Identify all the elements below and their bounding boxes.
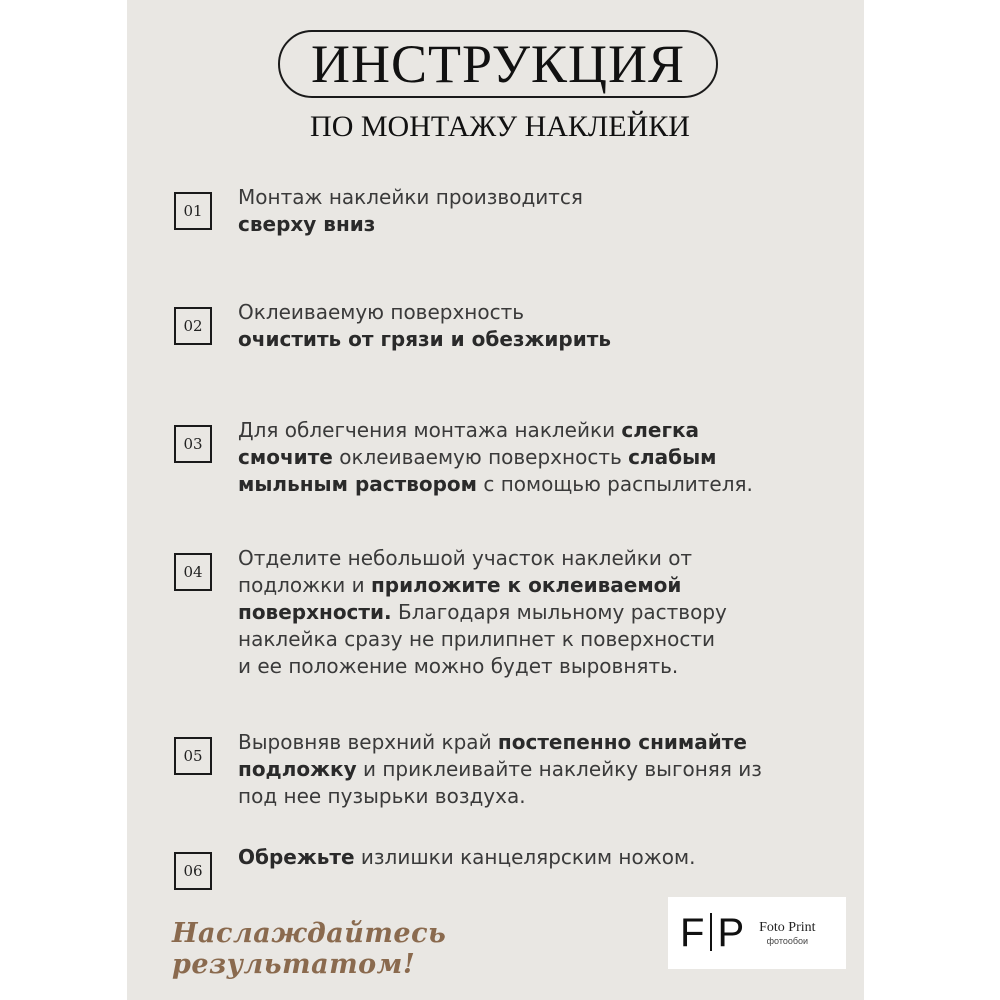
title-frame (278, 30, 718, 98)
step-emphasis: поверхности. (238, 600, 392, 624)
step-segment: и приклеивайте наклейку выгоняя из (356, 757, 762, 781)
page-subtitle: ПО МОНТАЖУ НАКЛЕЙКИ (310, 110, 690, 143)
logo-mark (680, 911, 745, 956)
step-line (238, 184, 828, 211)
step-number: 06 (174, 852, 212, 890)
step-emphasis: очистить от грязи и обезжирить (238, 327, 611, 351)
step-emphasis: подложку (238, 757, 357, 781)
step-emphasis: слабым (628, 445, 717, 469)
step-number: 05 (174, 737, 212, 775)
logo-text (759, 920, 815, 946)
step-emphasis: приложите к оклеиваемой (370, 573, 682, 597)
step-segment: Монтаж наклейки производится (238, 185, 583, 209)
step-number: 02 (174, 307, 212, 345)
step-number: 04 (174, 553, 212, 591)
step-text (238, 545, 828, 680)
step-emphasis: постепенно снимайте (497, 730, 747, 754)
step-line (238, 756, 828, 783)
step-segment: Выровняв верхний край (238, 730, 498, 754)
step-segment: и ее положение можно будет выровнять. (238, 654, 679, 678)
step-segment: оклеиваемую поверхность (332, 445, 629, 469)
step-segment: излишки канцелярским ножом. (354, 845, 696, 869)
step-text (238, 844, 828, 871)
step-emphasis: мыльным раствором (238, 472, 478, 496)
step-line (238, 417, 828, 444)
step-line (238, 844, 828, 871)
step-number: 03 (174, 425, 212, 463)
brand-name: Foto Print (759, 920, 816, 935)
step-line (238, 626, 828, 653)
step-emphasis: слегка (621, 418, 700, 442)
step-segment: Благодаря мыльному раствору (391, 600, 727, 624)
step-line (238, 471, 828, 498)
step-text (238, 299, 828, 353)
step-line (238, 299, 828, 326)
step-line (238, 545, 828, 572)
step-number: 01 (174, 192, 212, 230)
step-segment: наклейка сразу не прилипнет к поверхности (238, 627, 716, 651)
step-segment: с помощью распылителя. (477, 472, 753, 496)
step-segment: Оклеиваемую поверхность (238, 300, 525, 324)
step-line (238, 211, 828, 238)
step-text (238, 729, 828, 810)
step-line (238, 599, 828, 626)
brand-subtitle: фотообои (766, 936, 809, 946)
step-line (238, 444, 828, 471)
step-text (238, 417, 828, 498)
slogan: Наслаждайтесь результатом! (172, 918, 447, 980)
logo-letter-right: P (717, 910, 746, 955)
brand-logo (668, 897, 846, 969)
logo-divider (710, 913, 712, 951)
step-emphasis: сверху вниз (238, 212, 376, 236)
step-line (238, 783, 828, 810)
step-line (238, 729, 828, 756)
step-segment: Отделите небольшой участок наклейки от (238, 546, 693, 570)
step-line (238, 572, 828, 599)
step-segment: под нее пузырьки воздуха. (238, 784, 526, 808)
step-emphasis: Обрежьте (238, 845, 355, 869)
page-title: ИНСТРУКЦИЯ (311, 34, 685, 94)
step-segment: подложки и (238, 573, 371, 597)
step-line (238, 326, 828, 353)
step-emphasis: смочите (238, 445, 333, 469)
step-segment: Для облегчения монтажа наклейки (238, 418, 622, 442)
logo-letter-left: F (680, 910, 706, 955)
step-line (238, 653, 828, 680)
step-text (238, 184, 828, 238)
